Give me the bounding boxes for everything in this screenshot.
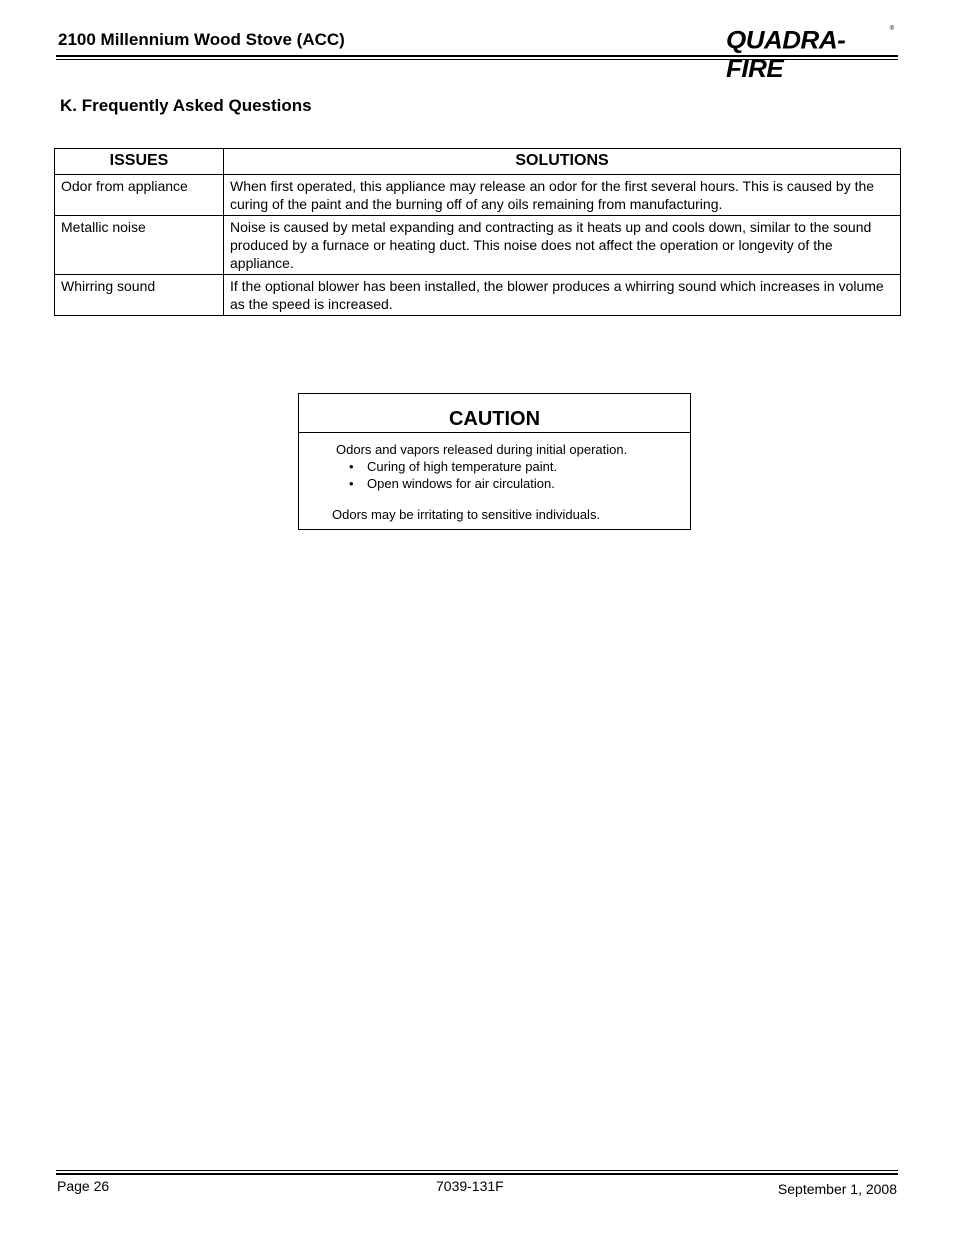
bullet-icon: • [349,459,354,474]
page-number: Page 26 [57,1178,110,1194]
footer-divider-thin [56,1170,898,1171]
bullet-text: Open windows for air circulation. [367,476,555,491]
faq-table [54,148,901,316]
issue-cell: Odor from appliance [55,175,224,216]
quadra-fire-logo [726,24,896,83]
caution-intro: Odors and vapors released during initial operation. [336,442,628,457]
caution-note: Odors may be irritating to sensitive individuals. [332,507,601,522]
section-heading: K. Frequently Asked Questions [60,96,312,115]
registered-mark: ® [889,26,894,32]
list-item [349,458,557,475]
caution-title: CAUTION [299,394,690,433]
document-date: September 1, 2008 [777,1181,897,1197]
header-divider-thin [56,59,898,60]
table-row [55,216,901,275]
list-item [349,475,557,492]
solution-cell: Noise is caused by metal expanding and contracting as it heats up and cools down, similar to the sound produced by a furnace or heating duct. This noise does not affect the operation or longevity of the appliance. [224,216,901,275]
header-divider-thick [56,55,898,57]
caution-box [298,393,691,530]
bullet-icon: • [349,476,354,491]
solution-cell: If the optional blower has been installed, the blower produces a whirring sound which increases in volume as the speed is increased. [224,275,901,316]
faq-header-row [55,149,901,175]
issue-cell: Whirring sound [55,275,224,316]
document-title: 2100 Millennium Wood Stove (ACC) [58,30,345,49]
solution-cell: When first operated, this appliance may release an odor for the first several hours. This is caused by the curing of the paint and the burning off of any oils remaining from manufacturing. [224,175,901,216]
solutions-column-header: SOLUTIONS [224,149,901,175]
footer-divider-thick [56,1173,898,1175]
issue-cell: Metallic noise [55,216,224,275]
issues-column-header: ISSUES [55,149,224,175]
caution-bullet-list [349,458,557,492]
bullet-text: Curing of high temperature paint. [367,459,558,474]
document-number: 7039-131F [436,1178,504,1194]
table-row [55,275,901,316]
logo-wordmark: QUADRA-FIRE [726,25,846,83]
table-row [55,175,901,216]
